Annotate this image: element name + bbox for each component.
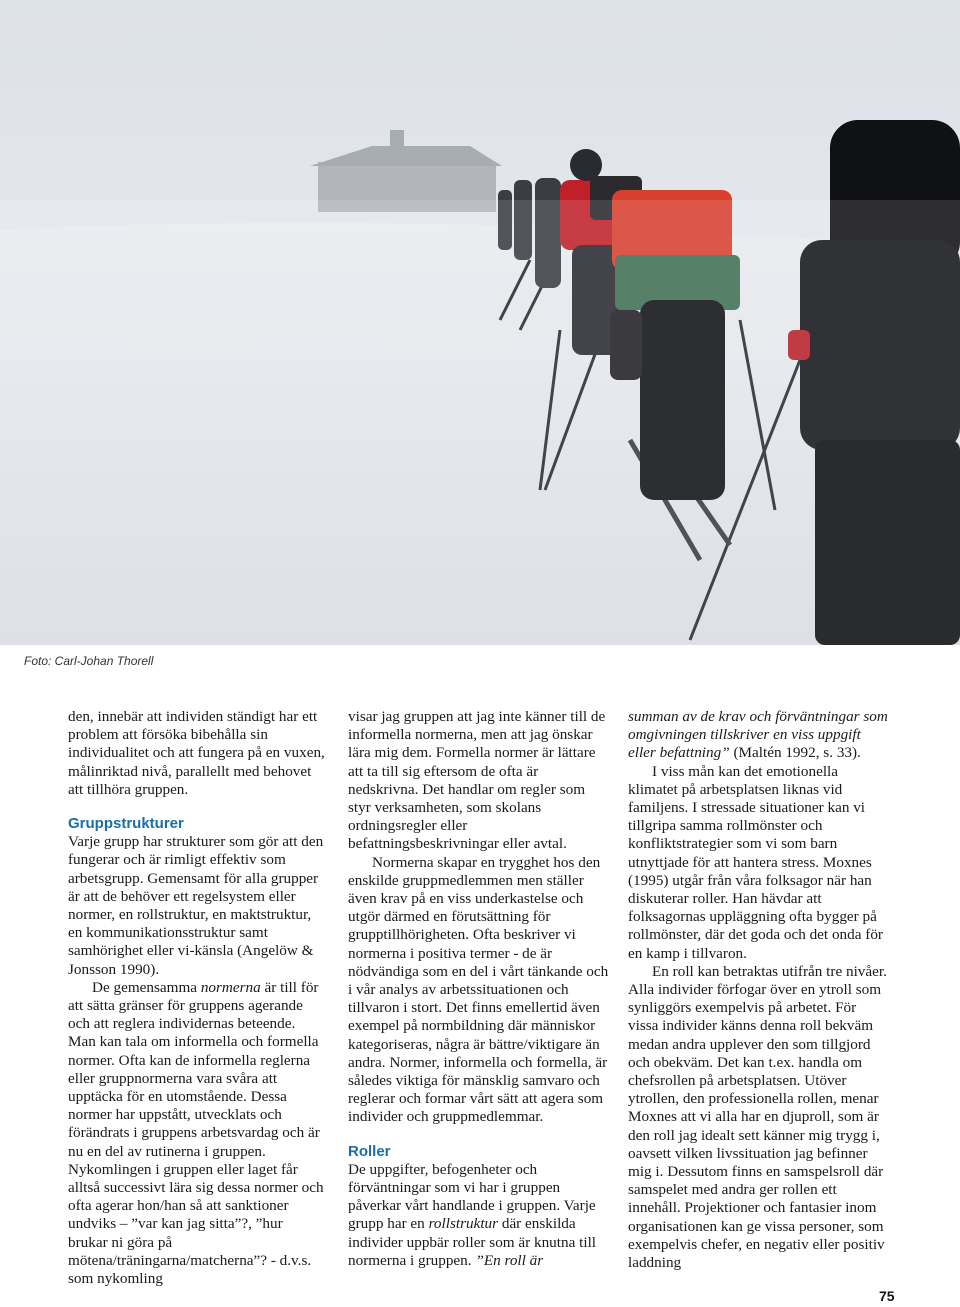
text-run: (Maltén 1992, s. 33). xyxy=(729,744,861,762)
paragraph: I viss mån kan det emotionella klimatet på arbetsplatsen liknas vid familjens. I stressade situationer kan vi tillgripa samma rollmönster och konfliktstrategier som vi som barn utnyttjade för att hantera stress. Moxnes (1995) utgår från våra folksagor när han diskuterar roller. Han hävdar att folksagornas uppläggning ofta bygger på rollmönster, där det goda och det onda för en kamp i tillvaron. xyxy=(628,762,883,962)
emphasis-normerna: normerna xyxy=(200,978,261,996)
photo-credit: Foto: Carl-Johan Thorell xyxy=(24,654,154,668)
emphasis-quote: summan av de krav och förväntningar som omgivningen tillskriver en viss uppgift eller befattning” xyxy=(628,708,888,762)
text-run: De uppgifter, befogenheter och förväntningar som vi har i gruppen påverkar vårt handlande i gruppen. Varje grupp har en xyxy=(348,1160,596,1233)
paragraph: den, innebär att individen ständigt har ett problem att försöka bibehålla sin individualitet och att fungera på en vuxen, målinriktad nivå, parallellt med behovet att tillhöra gruppen. xyxy=(68,708,325,798)
paragraph: Varje grupp har strukturer som gör att den fungerar och är rimligt effektiv som arbetsgrupp. Gemensamt för alla grupper är att de behöver ett regelsystem eller normer, en rollstruktur, en maktstruktur, en kommunikationsstruktur samt samhörighet eller vi-känsla (Angelöw & Jonsson 1990). xyxy=(68,833,324,978)
section-heading-gruppstrukturer: Gruppstrukturer xyxy=(68,815,184,833)
text-column-1 xyxy=(68,708,326,1288)
paragraph: Normerna skapar en trygghet hos den enskilde gruppmedlemmen men ställer även krav på en viss underkastelse och utgör därmed en förutsättning för grupptillhörigheten. Ofta beskriver vi normerna i positiva termer - de är nödvändiga som en del i vårt tänkande och i vår analys av arbetssituationen och tillvaron i stort. Det finns emellertid även exempel på normbildning där människor kategoriseras, några är bättre/viktigare än andra. Normer, informella och formella, är således viktiga för mänsklig samvaro och reglerar och formar vårt sätt att agera som individer och gruppmedlemmar. xyxy=(348,853,609,1126)
page-number: 75 xyxy=(879,1288,895,1304)
paragraph xyxy=(628,708,890,763)
emphasis-quote-start: ”En roll är xyxy=(475,1251,544,1269)
skiers-in-snowstorm-image xyxy=(0,0,960,645)
cover-photo xyxy=(0,0,960,645)
text-run: De gemensamma xyxy=(92,978,201,996)
emphasis-rollstruktur: rollstruktur xyxy=(428,1215,499,1233)
paragraph: En roll kan betraktas utifrån tre nivåer. Alla individer förfogar över en ytroll som synliggörs exempelvis på arbetet. För vissa individer känns denna roll bekväm medan andra upplever den som tillgjord och obekväm. Det kan t.ex. handla om chefsrollen på arbetsplatsen. Utöver ytrollen, den professionella rollen, menar Moxnes att vi alla har en djuproll, som är den roll jag idealt sett känner mig trygg i, oavsett vilken livssituation jag befinner mig i. Dessutom finns en samspelsroll där samspelet med andra ger rollen ett innehåll. Projektioner och fantasier inom organisationen kan ge vissa personer, som exempelvis chefer, en negativ eller positiv laddning xyxy=(628,962,887,1272)
section-heading-roller: Roller xyxy=(348,1142,391,1160)
paragraph xyxy=(68,979,326,1288)
text-run: där enskilda individer uppbär roller som är knutna till normerna i gruppen. xyxy=(348,1215,597,1269)
text-run: är till för att sätta gränser för gruppens agerande och att reglera individernas beteende. Man kan tala om informella och formella normer. Ofta kan de informella reglerna eller gruppnormerna vara svåra att upptäcka för en utomstående. Dessa normer har uppstått, utvecklats och förändrats i gruppens arbetsvardag och är nu en del av rutinerna i gruppen. Nykomlingen i gruppen eller laget får alltså successivt lära sig dessa normer och ofta agerar hon/han så att sanktioner undviks – ”var kan jag sitta”?, ”hur brukar ni göra på mötena/träningarna/matcherna”? - d.v.s. som nykomling xyxy=(68,978,324,1288)
text-column-3 xyxy=(628,708,890,1272)
paragraph: visar jag gruppen att jag inte känner till de informella normerna, men att jag önskar lära mig dem. Formella normer är lättare att ta till sig eftersom de ofta är nedskrivna. Det handlar om regler som styr verksamheten, som skolans ordningsregler eller befattningsbeskrivningar eller avtal. xyxy=(348,708,606,853)
paragraph xyxy=(348,1161,610,1270)
text-column-2 xyxy=(348,708,610,1270)
